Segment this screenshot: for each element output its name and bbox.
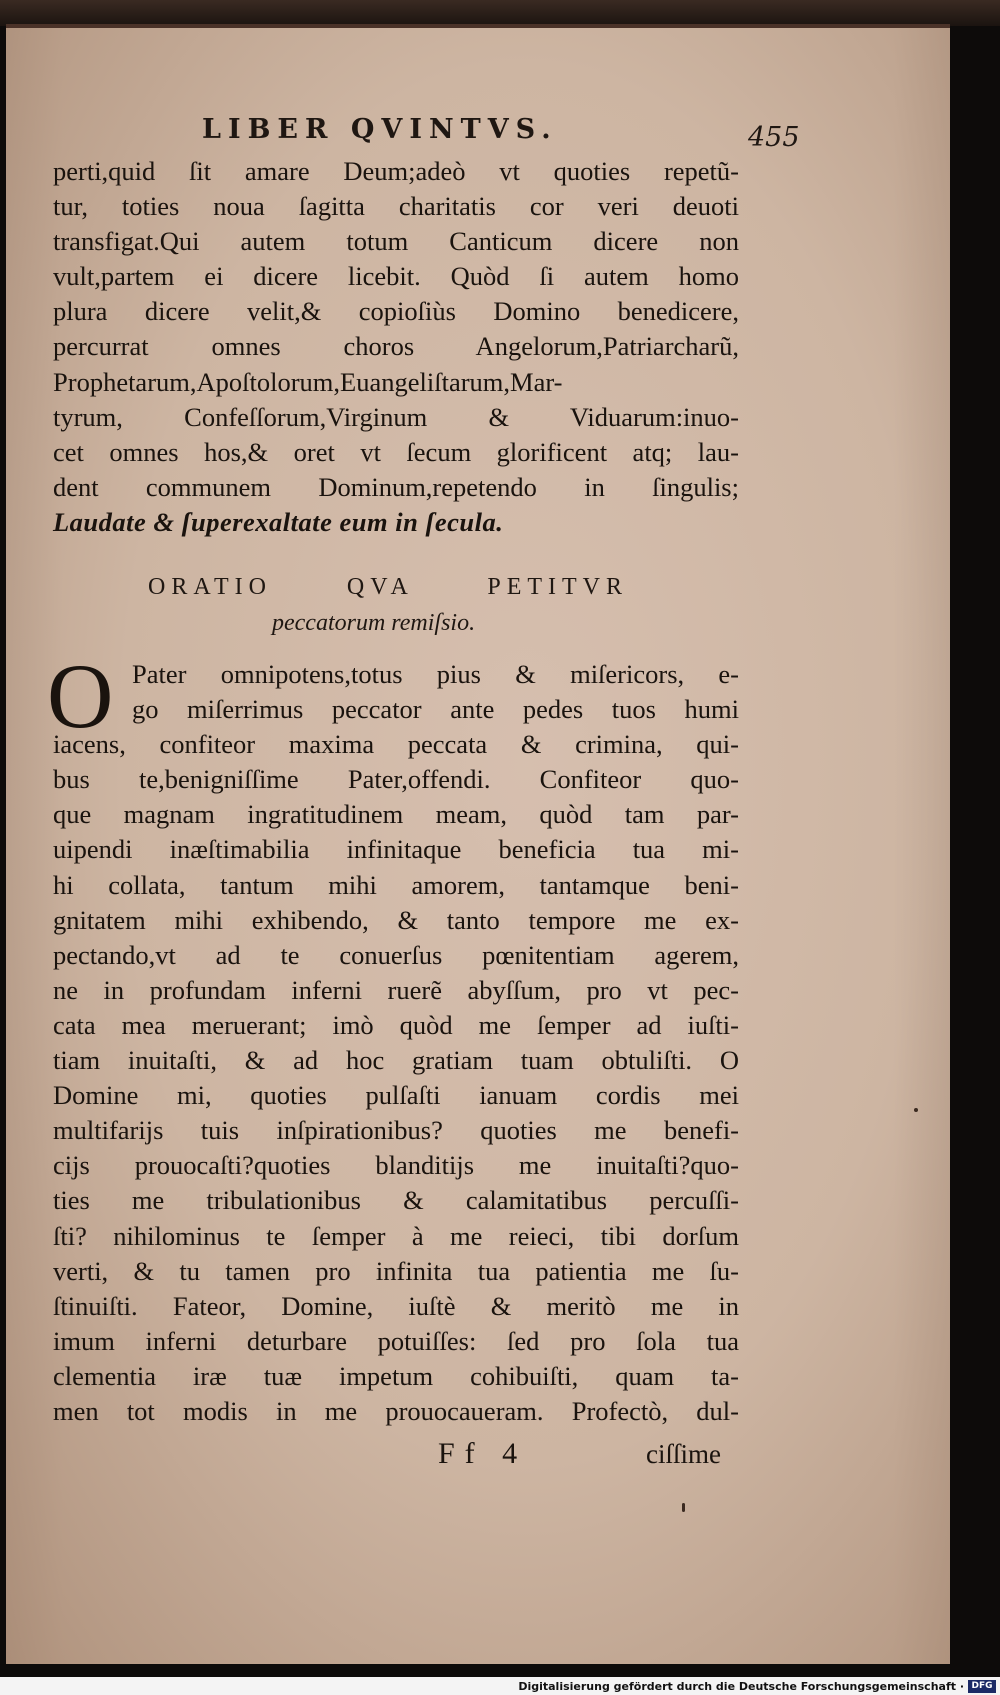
text-line: multifarijs tuis inſpirationibus? quoties me benefi- <box>53 1115 739 1146</box>
footer-credit: Digitalisierung gefördert durch die Deutsche Forschungsgemeinschaft · <box>518 1680 964 1693</box>
text-line: tiam inuitaſti, & ad hoc gratiam tuam obtuliſti. O <box>53 1045 739 1076</box>
text-line: vult,partem ei dicere licebit. Quòd ſi autem homo <box>53 261 739 292</box>
paragraph-1 <box>53 154 739 540</box>
text-line: cijs prouocaſti?quoties blanditijs me inuitaſti?quo- <box>53 1150 739 1181</box>
text-line: bus te,benigniſſime Pater,offendi. Confiteor quo- <box>53 764 739 795</box>
text-line: go miſerrimus peccator ante pedes tuos humi <box>132 694 739 725</box>
text-line: transfigat.Qui autem totum Canticum dicere non <box>53 226 739 257</box>
paper-speck <box>682 1503 685 1512</box>
catchword: ciſſime <box>646 1439 721 1469</box>
text-line: uipendi inæſtimabilia infinitaque beneficia tua mi- <box>53 834 739 865</box>
text-line: cata mea meruerant; imò quòd me ſemper ad iuſti- <box>53 1009 739 1040</box>
closing-line: Laudate & ſuperexaltate eum in ſecula. <box>53 506 504 537</box>
text-line: dent communem Dominum,repetendo in ſingulis; <box>53 471 739 502</box>
footer-bar <box>0 1677 1000 1695</box>
text-line: ſtinuiſti. Fateor, Domine, iuſtè & meritò me in <box>53 1290 739 1321</box>
drop-cap: O <box>47 645 114 747</box>
paragraph-2 <box>53 657 739 1429</box>
text-line: imum inferni deturbare potuiſſes: ſed pro ſola tua <box>53 1325 739 1356</box>
text-line: plura dicere velit,& copioſiùs Domino benedicere, <box>53 296 739 327</box>
text-line: Prophetarum,Apoſtolorum,Euangeliſtarum,Mar- <box>53 366 563 397</box>
section-subheading: peccatorum remiſsio. <box>272 610 476 636</box>
text-line: Domine mi, quoties pulſaſti ianuam cordis mei <box>53 1080 739 1111</box>
section-heading: ORATIO QVA PETITVR <box>148 574 628 600</box>
text-line: percurrat omnes choros Angelorum,Patriarcharũ, <box>53 331 739 362</box>
text-line: hi collata, tantum mihi amorem, tantamque beni- <box>53 869 739 900</box>
text-line: ſti? nihilominus te ſemper à me reieci, tibi dorſum <box>53 1220 739 1251</box>
book-page <box>6 24 950 1664</box>
scan-top-edge <box>0 0 1000 26</box>
dfg-logo: DFG <box>968 1680 996 1693</box>
text-line: ne in profundam inferni ruerẽ abyſſum, pro vt pec- <box>53 974 739 1005</box>
text-line: gnitatem mihi exhibendo, & tanto tempore me ex- <box>53 904 739 935</box>
signature-mark: Ff 4 <box>438 1437 528 1470</box>
running-head: LIBER QVINTVS. <box>202 114 558 145</box>
text-line: cet omnes hos,& oret vt ſecum glorificent atq; lau- <box>53 436 739 467</box>
text-line: iacens, confiteor maxima peccata & crimina, qui- <box>53 729 739 760</box>
text-line: Pater omnipotens,totus pius & miſericors, e- <box>132 659 739 689</box>
text-line: clementia iræ tuæ impetum cohibuiſti, quam ta- <box>53 1360 739 1391</box>
paper-speck <box>914 1108 918 1112</box>
text-line: que magnam ingratitudinem meam, quòd tam par- <box>53 799 739 830</box>
text-line: ties me tribulationibus & calamitatibus percuſſi- <box>53 1185 739 1216</box>
text-line: men tot modis in me prouocaueram. Profectò, dul- <box>53 1395 739 1426</box>
text-line: tur, toties noua ſagitta charitatis cor veri deuoti <box>53 191 739 222</box>
text-line: tyrum, Confeſſorum,Virginum & Viduarum:inuo- <box>53 401 739 432</box>
page-number: 455 <box>748 122 800 153</box>
text-line: perti,quid ſit amare Deum;adeò vt quoties repetũ- <box>53 156 739 186</box>
text-line: pectando,vt ad te conuerſus pœnitentiam agerem, <box>53 939 739 970</box>
text-line: verti, & tu tamen pro infinita tua patientia me ſu- <box>53 1255 739 1286</box>
